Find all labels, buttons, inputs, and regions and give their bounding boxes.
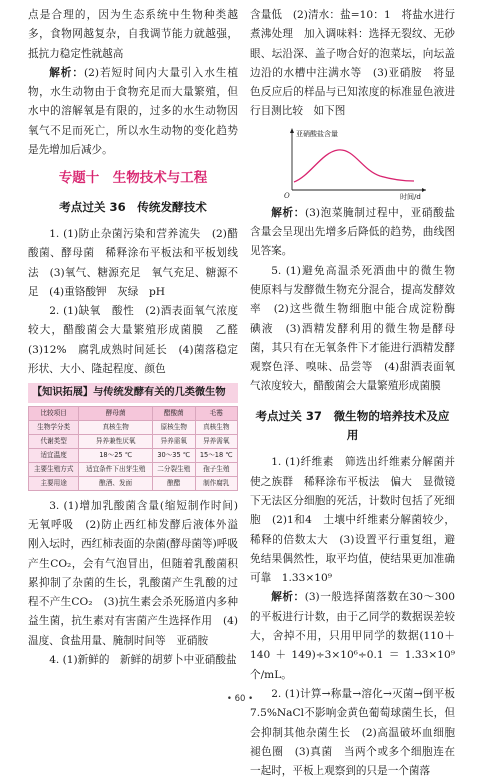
nitrite-content-chart (280, 126, 430, 200)
paragraph: 含量低 (2)清水：盐=10：1 将盐水进行煮沸处理 加入调味料：选择无裂纹、无砂眼、坛沿深、盖子吻合好的泡菜坛，向坛盖边沿的水槽中注满水等 (3)亚硝胺 将显色反应后的样品与已知浓度的标准显色液进行目测比较 如下图 (250, 9, 455, 118)
table-cell: 异养需氧 (153, 434, 196, 448)
table-cell: 原核生物 (153, 420, 196, 434)
table-cell: 真核生物 (79, 420, 153, 434)
knowledge-extension-title: 【知识拓展】与传统发酵有关的几类微生物 (28, 383, 238, 402)
answer-4: 4. (1)新鲜的 新鲜的胡萝卜中亚硝酸盐 (49, 654, 237, 667)
table-cell: 二分裂生殖 (153, 462, 196, 476)
answer-3: 3. (1)增加乳酸菌含量(缩短制作时间) 无氧呼吸 (2)防止西红柿发酵后液体外溢 刚入坛时，西红柿表面的杂菌(酵母菌等)呼吸产生CO₂，会有气泡冒出，但随着乳酸菌积累抑制了杂菌的生长，乳酸菌产生乳酸的过程不产生CO₂ (3)抗生素会杀死肠道内多种益生菌，抗生素对有害菌产生选择作用 (4)温度、食盐用量、腌制时间等 亚硝胺 (28, 499, 249, 647)
table-cell: 酿醋 (153, 476, 196, 490)
table-row (29, 462, 238, 476)
analysis-label: 解析： (49, 66, 84, 79)
analysis-paragraph (28, 64, 238, 160)
table-cell: 毛霉 (195, 406, 237, 420)
x-axis-arrow (422, 188, 426, 192)
answer-2: 2. (1)缺氧 酸性 (2)酒表面氧气浓度较大，醋酸菌会大量繁殖形成菌膜 乙醛 (3)12% 腐乳成熟时间延长 (4)菌落稳定形状、大小、隆起程度、颜色 (28, 305, 249, 376)
left-column (28, 6, 249, 670)
y-axis-label: 亚硝酸盐含量 (296, 129, 338, 138)
table-row (29, 434, 238, 448)
analysis-text: (2)若短时间内大量引入水生植物，水生动物由于食物充足而大量繁殖，但水中的溶解氧是有限的，过多的水生动物因氧气不足而死亡，所以水生动物的变化趋势是先增加后减少。 (28, 66, 238, 157)
table-row (29, 420, 238, 434)
paragraph: 点是合理的，因为生态系统中生物种类越多，食物网越复杂，自我调节能力就越强，抵抗力稳定性就越高 (28, 9, 238, 60)
analysis-label: 解析： (271, 206, 305, 219)
analysis-paragraph (250, 588, 455, 684)
table-cell: 酵母菌 (79, 406, 153, 420)
right-column (250, 6, 466, 781)
table-cell: 代谢类型 (29, 434, 79, 448)
table-cell: 比较项目 (29, 406, 79, 420)
table-cell: 异养兼性厌氧 (79, 434, 153, 448)
topic-title: 考点过关 36 传统发酵技术 (59, 199, 207, 214)
answer-1: 1. (1)纤维素 筛选出纤维素分解菌并使之族群 稀释涂布平板法 偏大 显微镜下无法区分细胞的死活，计数时包括了死细胞 (2)1和4 土壤中纤维素分解菌较少，稀释的倍数太大 (3)设置平行重复组，避免结果偶然性，取平均值，使结果更加准确可靠 1.33×10⁹ (250, 456, 455, 585)
table-cell: 真核生物 (195, 420, 237, 434)
microbe-comparison-table (28, 406, 238, 491)
analysis-text: (3)泡菜腌制过程中，亚硝酸盐含量会呈现出先增多后降低的趋势，曲线图见答案。 (250, 206, 455, 258)
table-cell: 酿酒、发面 (79, 476, 153, 490)
table-header-row (29, 406, 238, 420)
y-axis-arrow (290, 128, 294, 133)
table-cell: 孢子生殖 (195, 462, 237, 476)
table-cell: 醋酸菌 (153, 406, 196, 420)
table-cell: 主要生殖方式 (29, 462, 79, 476)
table-row (29, 476, 238, 490)
answer-5: 5. (1)避免高温杀死酒曲中的微生物 使原料与发酵微生物充分混合，提高发酵效率 (2)这些微生物细胞中能合成淀粉酶 碘液 (3)酒精发酵利用的微生物是酵母菌，其只有在无氧条件下才能进行酒精发酵 观察色泽、嗅味、品尝等 (4)甜酒表面氧气浓度较大，醋酸菌会大量繁殖形成菌膜 (250, 264, 466, 393)
table-cell: 制作腐乳 (195, 476, 237, 490)
page-number: • 60 • (226, 694, 254, 704)
table-cell: 30～35 ℃ (153, 448, 196, 462)
table-cell: 适宜温度 (29, 448, 79, 462)
table-cell: 适宜条件下出芽生殖 (79, 462, 153, 476)
table-cell: 主要用途 (29, 476, 79, 490)
analysis-label: 解析： (271, 591, 305, 604)
table-cell: 15～18 ℃ (195, 448, 237, 462)
table-cell: 生物学分类 (29, 420, 79, 434)
table-row (29, 448, 238, 462)
x-axis-label: 时间/d (400, 192, 421, 200)
series-line (294, 150, 414, 182)
analysis-text: (3)一般选择菌落数在30～300的平板进行计数，由于乙同学的数据误差较大，舍掉不用，只用甲同学的数据(110＋140＋149)÷3×10⁶÷0.1＝1.33×10⁹个/mL。 (250, 591, 455, 681)
answer-1: 1. (1)防止杂菌污染和营养流失 (2)醋酸菌、酵母菌 稀释涂布平板法和平板划线法 (3)氧气、糖源充足 氧气充足、糖源不足 (4)重铬酸钾 灰绿 pH (28, 227, 238, 298)
origin-label: O (284, 191, 290, 200)
analysis-paragraph (250, 204, 455, 262)
table-cell: 异养需氧 (195, 434, 237, 448)
section-title: 专题十 生物技术与工程 (58, 170, 208, 187)
table-cell: 18～25 ℃ (79, 448, 153, 462)
topic-title: 考点过关 37 微生物的培养技术及应用 (255, 408, 450, 443)
answer-2: 2. (1)计算→称量→溶化→灭菌→倒平板 7.5%NaCl不影响金黄色葡萄球菌生长，但会抑制其他杂菌生长 (2)高温破坏血细胞褪色圈 (3)真菌 当两个或多个细胞连在一起时，平板上观察到的只是一个菌落 (250, 687, 466, 778)
